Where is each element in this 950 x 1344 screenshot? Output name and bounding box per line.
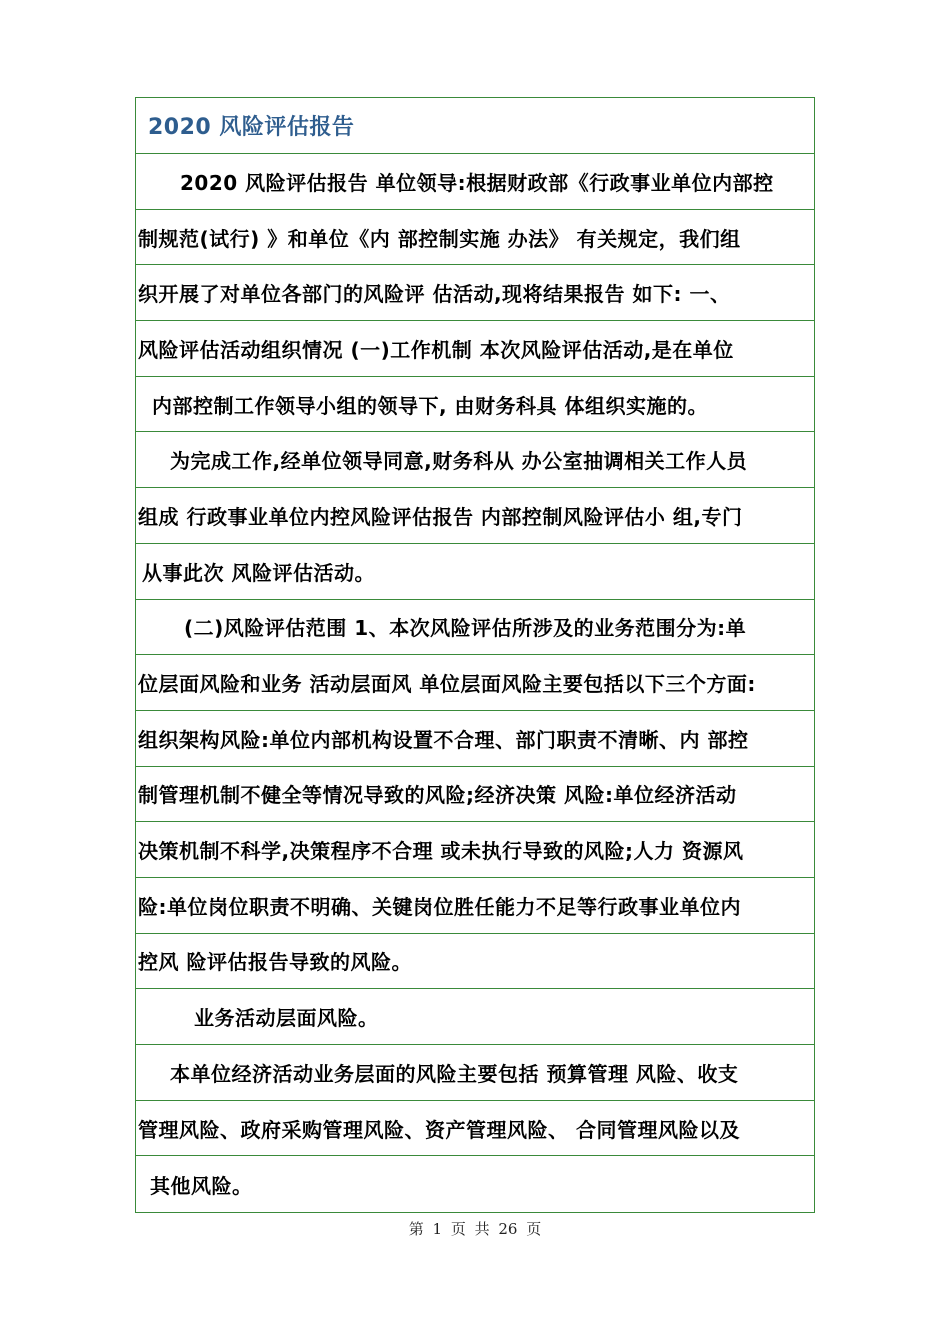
text-row [136,822,814,878]
text-row [136,1101,814,1157]
text-line: 组成 行政事业单位内控风险评估报告 内部控制风险评估小 组,专门 [138,504,743,529]
text-line: 2020 风险评估报告 单位领导:根据财政部《行政事业单位内部控 [180,170,774,195]
text-row [136,655,814,711]
text-line: 内部控制工作领导小组的领导下, 由财务科具 体组织实施的。 [152,393,709,418]
text-row [136,767,814,823]
text-line: 其他风险。 [150,1173,253,1198]
text-row [136,432,814,488]
text-line: 为完成工作,经单位领导同意,财务科从 办公室抽调相关工作人员 [170,449,748,474]
text-line: 风险评估活动组织情况 (一)工作机制 本次风险评估活动,是在单位 [138,337,734,362]
text-line: 控风 险评估报告导致的风险。 [138,950,412,975]
text-line: 从事此次 风险评估活动。 [142,560,375,585]
text-line: 管理风险、政府采购管理风险、资产管理风险、 合同管理风险以及 [138,1117,740,1142]
document-title: 2020 风险评估报告 [148,115,355,140]
text-line: 制规范(试行) 》和单位《内 部控制实施 办法》 有关规定，我们组 [138,226,741,251]
text-row [136,154,814,210]
text-row [136,711,814,767]
text-row [136,265,814,321]
text-line: 业务活动层面风险。 [194,1006,379,1031]
text-line: 组织架构风险:单位内部机构设置不合理、部门职责不清晰、内 部控 [138,727,749,752]
document-table [135,97,815,1213]
text-row [136,488,814,544]
text-line: 位层面风险和业务 活动层面风 单位层面风险主要包括以下三个方面: [138,672,756,697]
text-row [136,989,814,1045]
text-line: 险:单位岗位职责不明确、关键岗位胜任能力不足等行政事业单位内 [138,894,741,919]
text-row [136,1045,814,1101]
text-row [136,1156,814,1212]
text-row [136,934,814,990]
document-body [136,154,814,1212]
text-line: (二)风险评估范围 1、本次风险评估所涉及的业务范围分为:单 [184,616,747,641]
text-row [136,321,814,377]
text-line: 制管理机制不健全等情况导致的风险;经济决策 风险:单位经济活动 [138,783,737,808]
text-line: 决策机制不科学,决策程序不合理 或未执行导致的风险;人力 资源风 [138,839,744,864]
text-row [136,210,814,266]
text-line: 本单位经济活动业务层面的风险主要包括 预算管理 风险、收支 [170,1061,739,1086]
page-footer: 第 1 页 共 26 页 [408,1220,542,1238]
text-line: 织开展了对单位各部门的风险评 估活动,现将结果报告 如下: 一、 [138,282,731,307]
text-row [136,544,814,600]
text-row [136,878,814,934]
text-row [136,600,814,656]
document-title-row [136,98,814,154]
text-row [136,377,814,433]
